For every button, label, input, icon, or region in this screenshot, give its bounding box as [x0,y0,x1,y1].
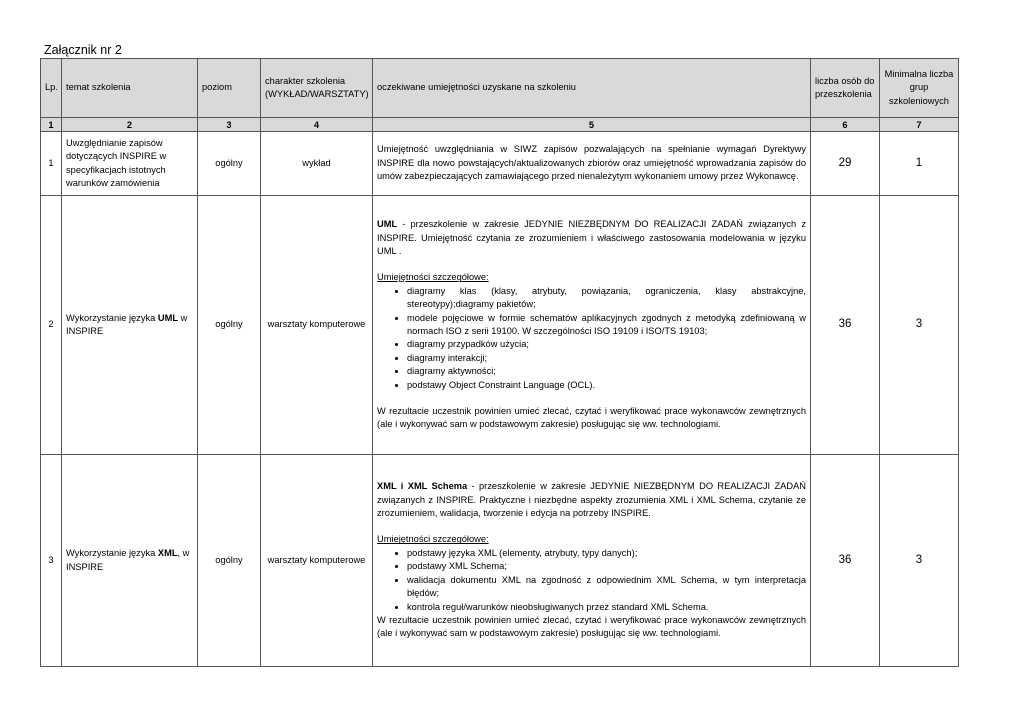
list-item: • diagramy interakcji; [407,352,806,365]
row-liczba-osob: 36 [811,455,880,667]
list-item: • kontrola reguł/warunków nieobsługiwanych przez standard XML Schema. [407,601,806,614]
col-number: 4 [261,118,373,132]
row-opis [373,196,811,455]
opis-outro: W rezultacie uczestnik powinien umieć zlecać, czytać i weryfikować prace wykonawców zewnętrznych (ale i wykonywać sam w podstawowym zakresie) posługując się ww. technologiami. [377,614,806,639]
opis-outro: W rezultacie uczestnik powinien umieć zlecać, czytać i weryfikować prace wykonawców zewnętrznych (ale i wykonywać sam w podstawowym zakresie) posługując się ww. technologiami. [377,406,806,430]
row-liczba-osob: 29 [811,132,880,196]
row-opis: Umiejętność uwzględniania w SIWZ zapisów pozwalających na spełnianie wymagań Dyrektywy INSPIRE dla nowo powstających/aktualizowanych zbiorów oraz umiejętność wprowadzania zapisów do umów zabezpieczających zamawiającego przed nienależytym wykonaniem umowy przez Wykonawcę. [373,132,811,196]
opis-intro: XML i XML Schema - przeszkolenie w zakresie JEDYNIE NIEZBĘDNYM DO REALIZACJI ZADAŃ związanych z INSPIRE. Praktyczne i niezbędne aspekty zrozumienia XML i XML Schema, czytanie ze zrozumieniem, walidacja, tworzenie i edycja na potrzeby INSPIRE. [377,481,806,519]
row-temat: Wykorzystanie języka UML w INSPIRE [62,196,198,455]
opis-szczegolowe-heading: Umiejętności szczegółowe: [377,272,489,283]
opis-intro: UML - przeszkolenie w zakresie JEDYNIE NIEZBĘDNYM DO REALIZACJI ZADAŃ związanych z INSPIRE. Umiejętność czytania ze zrozumieniem i właściwego zastosowania modelowania w języku UML . [377,219,806,256]
col-number: 2 [62,118,198,132]
header-umiejetnosci: oczekiwane umiejętności uzyskane na szkoleniu [373,59,811,118]
table-row [41,455,959,667]
list-item: • diagramy aktywności; [407,365,806,378]
row-poziom: ogólny [198,132,261,196]
row-poziom: ogólny [198,455,261,667]
row-charakter: warsztaty komputerowe [261,196,373,455]
row-charakter: wykład [261,132,373,196]
header-row [41,59,959,118]
row-lp: 3 [41,455,62,667]
row-opis [373,455,811,667]
row-min-grup: 1 [880,132,959,196]
header-liczba-osob: liczba osób do przeszkolenia [811,59,880,118]
row-temat: Wykorzystanie języka XML, w INSPIRE [62,455,198,667]
list-item: • walidacja dokumentu XML na zgodność z odpowiednim XML Schema, w tym interpretacja błędów; [407,574,806,601]
row-min-grup: 3 [880,455,959,667]
opis-bullet-list [377,547,806,614]
row-charakter: warsztaty komputerowe [261,455,373,667]
col-number: 3 [198,118,261,132]
col-number: 5 [373,118,811,132]
col-number: 1 [41,118,62,132]
row-liczba-osob: 36 [811,196,880,455]
header-poziom: poziom [198,59,261,118]
row-min-grup: 3 [880,196,959,455]
col-number: 6 [811,118,880,132]
list-item: • podstawy XML Schema; [407,560,806,573]
column-number-row [41,118,959,132]
opis-szczegolowe-heading: Umiejętności szczegółowe: [377,534,489,545]
list-item: • podstawy Object Constraint Language (OCL). [407,379,806,392]
header-charakter: charakter szkolenia (WYKŁAD/WARSZTATY) [261,59,373,118]
list-item: • diagramy klas (klasy, atrybuty, powiązania, ograniczenia, klasy abstrakcyjne, stereotypy);diagramy pakietów; [407,285,806,312]
training-table [40,58,959,667]
header-temat: temat szkolenia [62,59,198,118]
row-temat: Uwzględnianie zapisów dotyczących INSPIRE w specyfikacjach istotnych warunków zamówienia [62,132,198,196]
table-row [41,196,959,455]
table-row [41,132,959,196]
row-lp: 2 [41,196,62,455]
header-lp: Lp. [41,59,62,118]
list-item: • diagramy przypadków użycia; [407,338,806,351]
header-min-grup: Minimalna liczba grup szkoleniowych [880,59,959,118]
list-item: • modele pojęciowe w formie schematów aplikacyjnych zgodnych z metodyką zdefiniowaną w normach ISO z serii 19100. W szczególności ISO 19109 i ISO/TS 19103; [407,312,806,339]
row-poziom: ogólny [198,196,261,455]
opis-bullet-list [377,285,806,392]
list-item: • podstawy języka XML (elementy, atrybuty, typy danych); [407,547,806,560]
document-title: Załącznik nr 2 [44,43,122,57]
col-number: 7 [880,118,959,132]
row-lp: 1 [41,132,62,196]
